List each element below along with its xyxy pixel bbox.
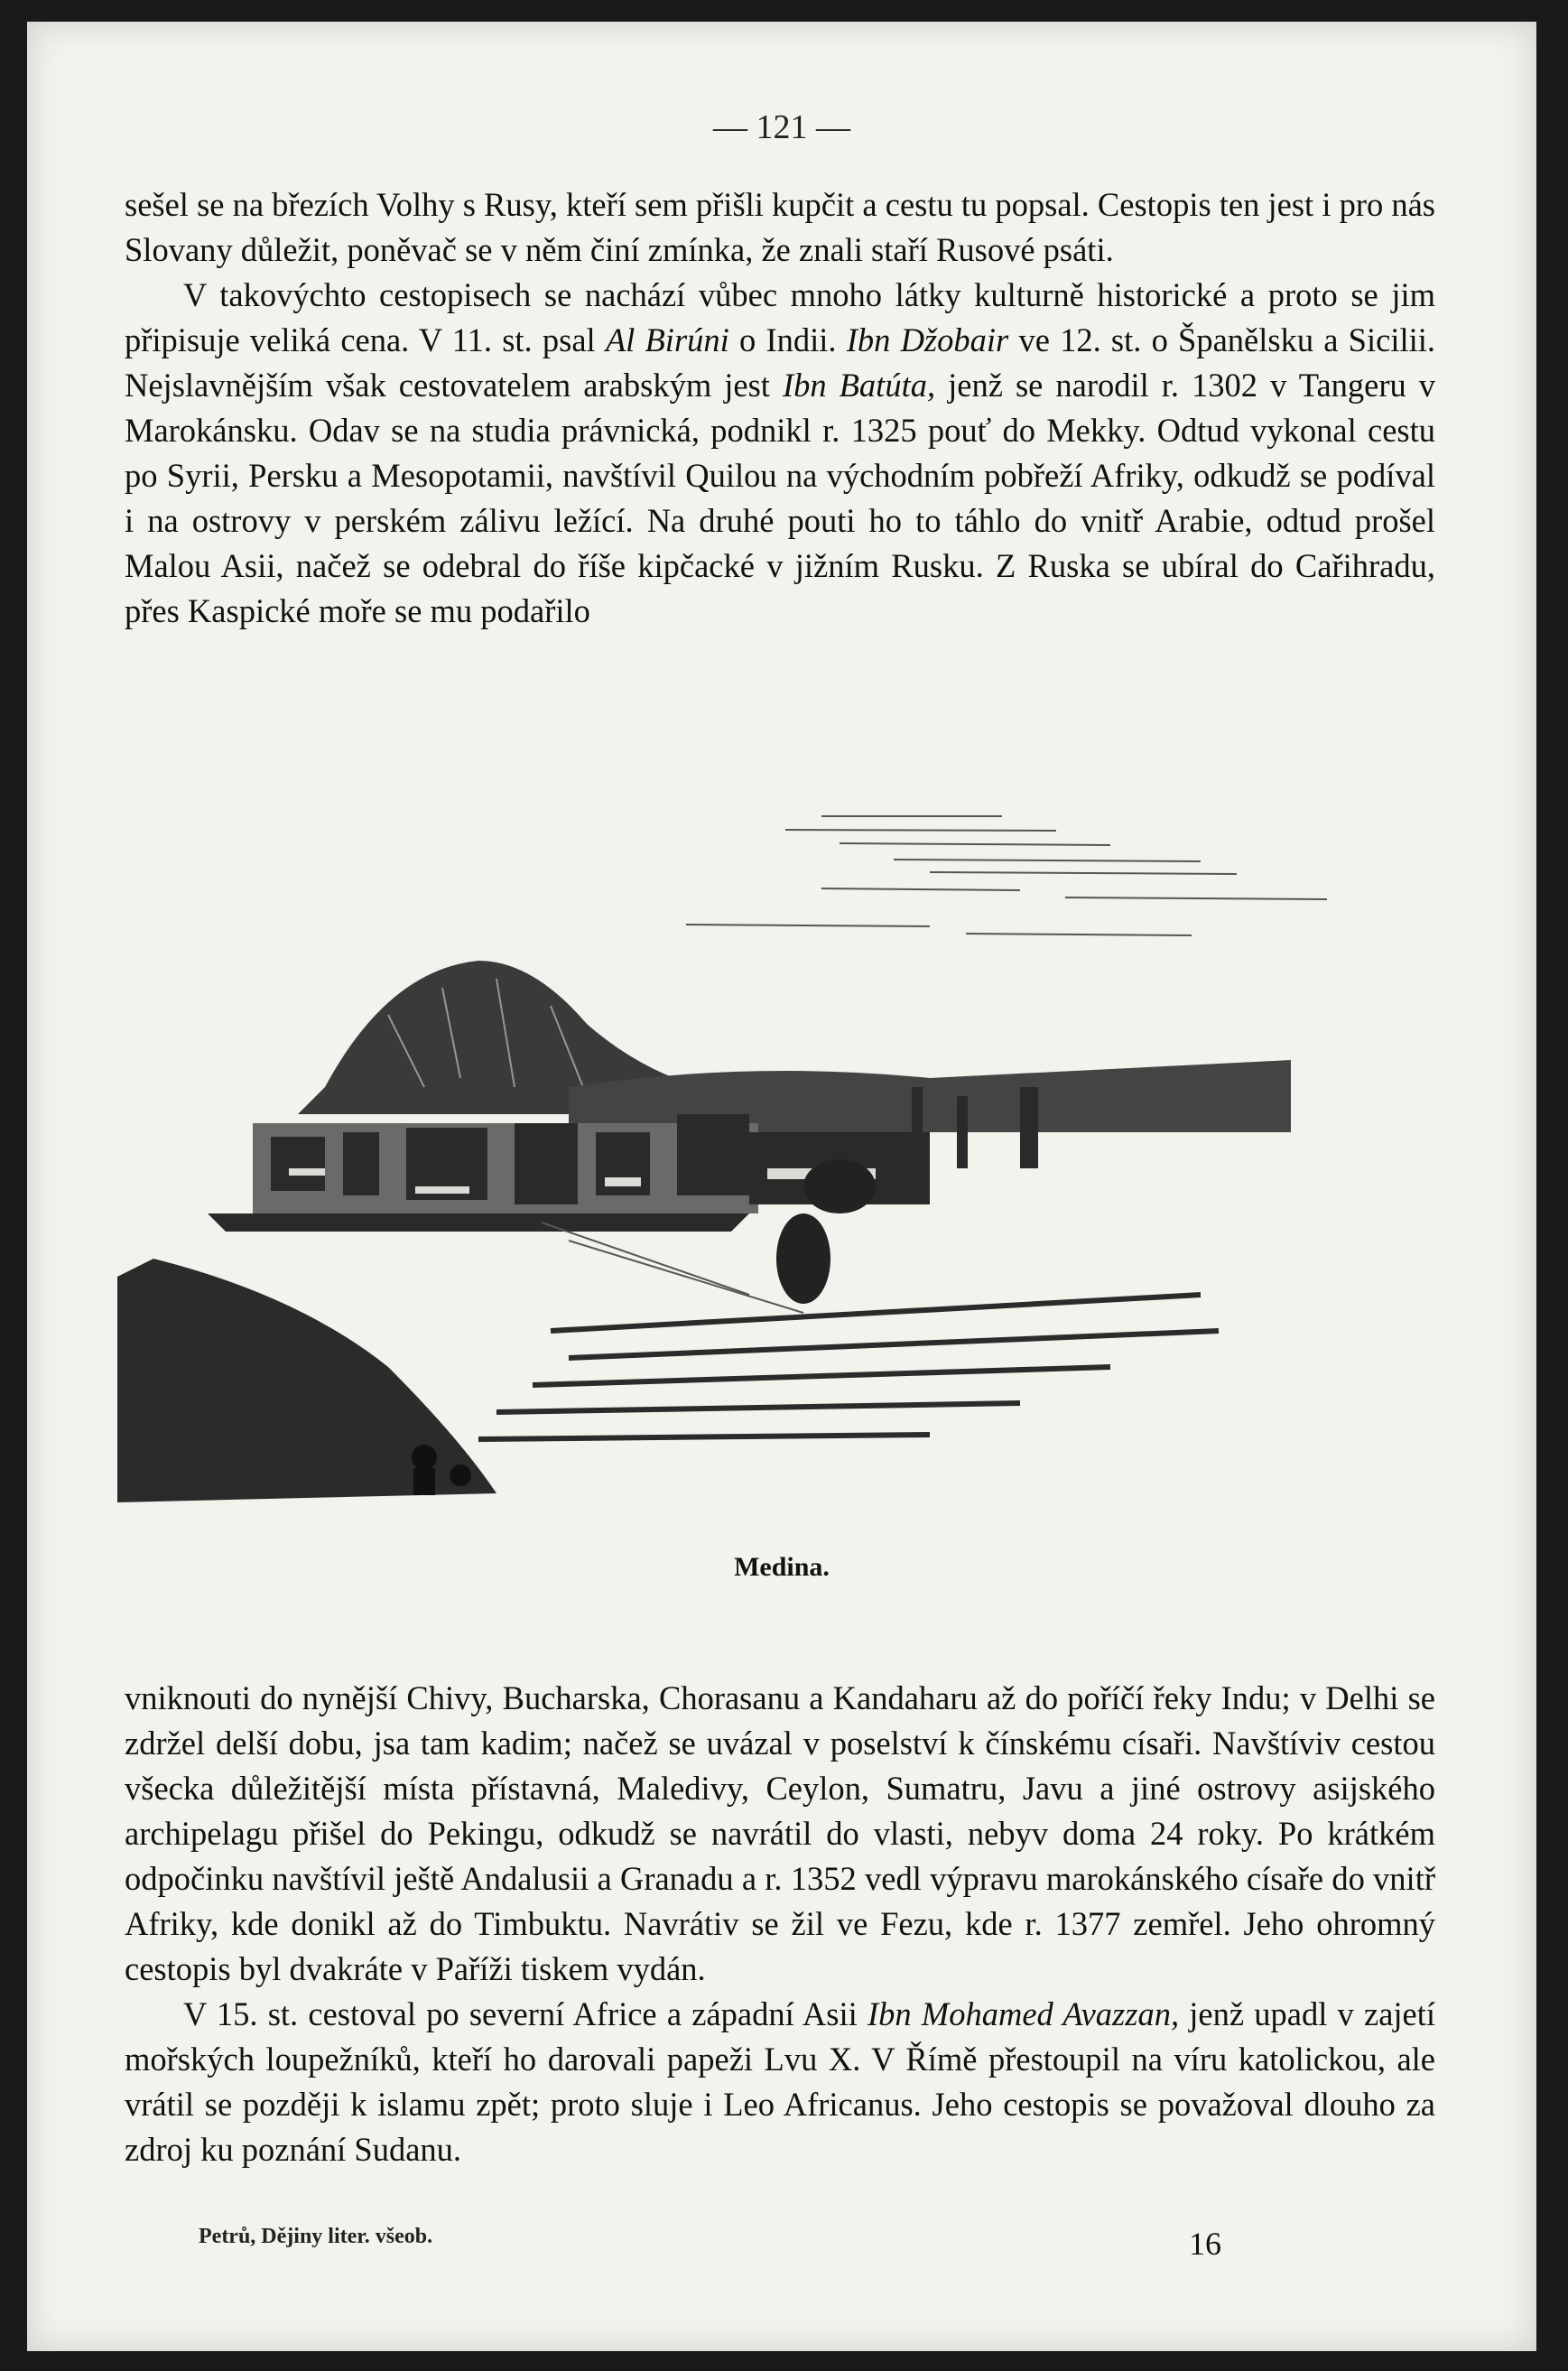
text-span: ve 12. st. o Španělsku a Sicilii. Nejslavnějším však cestovatelem arabským jest: [125, 321, 1436, 404]
paragraph: [125, 273, 1435, 634]
text-span: jenž se narodil r. 1302 v Tangeru v Marokánsku. Odav se na studia právnická, podnikl r. 1325 pouť do Mekky. Odtud vykonal cestu po Syrii, Persku a Mesopotamii, navštívil Quilou na východním pobřeží Afriky, odkudž se podíval i na ostrovy v perském zálivu ležící. Na druhé pouti ho to táhlo do vnitř Arabie, odtud prošel Malou Asii, načež se odebral do říše kipčacké v jižním Rusku. Z Ruska se ubíral do Cařihradu, přes Kaspické moře se mu podařilo: [125, 367, 1436, 629]
figure-caption: Medina.: [734, 1552, 830, 1582]
book-page: [27, 22, 1536, 2351]
text-block-bottom: [125, 1676, 1435, 2172]
paragraph: sešel se na březích Volhy s Rusy, kteří sem přišli kupčit a cestu tu popsal. Cestopis ten jest i pro nás Slovany důležit, poněvač se v něm činí zmínka, že znali staří Rusové psáti.: [125, 186, 1436, 268]
medina-engraving: [117, 789, 1453, 1539]
text-span: V 15. st. cestoval po severní Africe a západní Asii: [183, 1995, 858, 2032]
text-block-top: [125, 182, 1435, 634]
page-number: — 121 —: [713, 108, 850, 146]
footer-signature-number: 16: [1189, 2226, 1221, 2262]
paragraph: [125, 1992, 1435, 2172]
paragraph: vniknouti do nynější Chivy, Bucharska, Chorasanu a Kandaharu až do poříčí řeky Indu; v Delhi se zdržel delší dobu, jsa tam kadim; načež se uvázal v poselství k čínskému císaři. Navštíviv cestou všecka důležitější místa přístavná, Maledivy, Ceylon, Sumatru, Javu a jiné ostrovy asijského archipelagu přišel do Pekingu, odkudž se navrátil do vlasti, nebyv doma 24 roky. Po krátkém odpočinku navštívil ještě Andalusii a Granadu a r. 1352 vedl výpravu marokánského císaře do vnitř Afriky, kde donikl až do Timbuktu. Navrátiv se žil ve Fezu, kde r. 1377 zemřel. Jeho ohromný cestopis byl dvakráte v Paříži tiskem vydán.: [125, 1679, 1435, 1987]
text-span: jenž upadl v zajetí mořských loupežníků, kteří ho darovali papeži Lvu X. V Římě přestoupil na víru katolickou, ale vrátil se později k islamu zpět; proto sluje i Leo Africanus. Jeho cestopis se považoval dlouho za zdroj ku poznání Sudanu.: [125, 1995, 1436, 2168]
name-italic: Ibn Džobair: [846, 321, 1009, 358]
name-italic: Al Birúni: [605, 321, 729, 358]
footer-book-title: Petrů, Dějiny liter. všeob.: [199, 2225, 433, 2248]
text-span: V takovýchto cestopisech se nachází vůbec mnoho látky kulturně historické a proto se jim připisuje veliká cena. V 11. st. psal: [125, 276, 1435, 358]
text-span: o Indii.: [739, 321, 837, 358]
name-italic: Ibn Mohamed Avazzan,: [867, 1995, 1180, 2032]
name-italic: Ibn Batúta,: [782, 367, 936, 404]
